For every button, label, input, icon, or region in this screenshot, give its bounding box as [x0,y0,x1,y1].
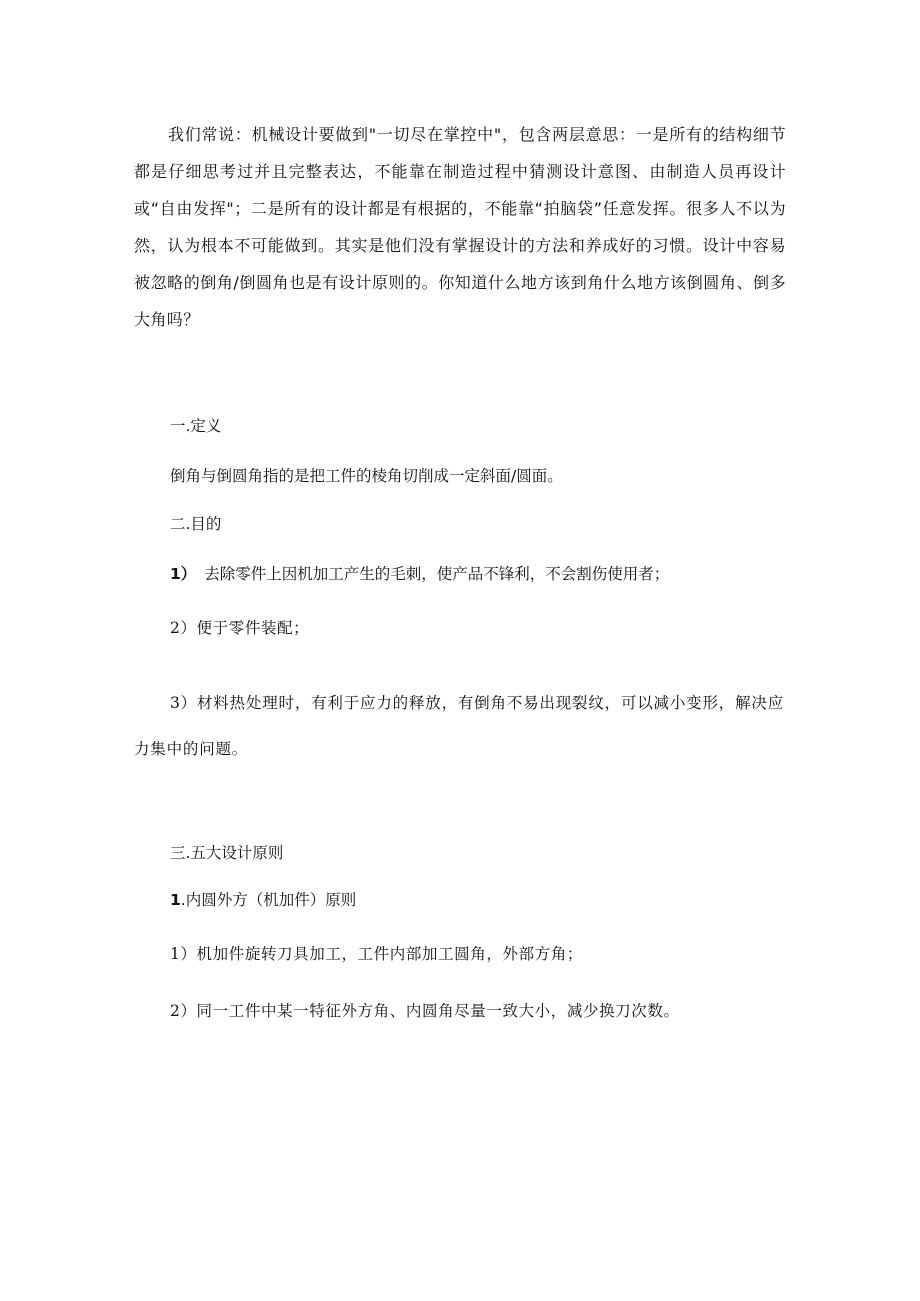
purpose-item-3: 3）材料热处理时，有利于应力的释放，有倒角不易出现裂纹，可以减小变形，解决应力集中的问题。 [134,694,784,758]
purpose-item-1-text: 去除零件上因机加工产生的毛刺，使产品不锋利，不会割伤使用者； [204,565,670,583]
definition-text: 倒角与倒圆角指的是把工件的棱角切削成一定斜面/圆面。 [170,467,563,485]
principle-1-number: 1 [170,891,181,909]
purpose-item-2: 2）便于零件装配； [170,619,310,637]
section-heading-principles: 三.五大设计原则 [170,844,284,862]
section-heading-purpose: 二.目的 [170,515,222,533]
intro-paragraph: 我们常说：机械设计要做到"一切尽在掌控中"，包含两层意思：一是所有的结构细节都是仔细思考过并且完整表达，不能靠在制造过程中猜测设计意图、由制造人员再设计或“自由发挥"；二是所有的设计都是有根据的，不能靠“拍脑袋”任意发挥。很多人不以为然，认为根本不可能做到。其实是他们没有掌握设计的方法和养成好的习惯。设计中容易被忽略的倒角/倒圆角也是有设计原则的。你知道什么地方该到角什么地方该倒圆角、倒多大角吗？ [134,125,786,329]
principle-1-heading [170,888,356,910]
purpose-item-1-number: 1） [170,565,197,583]
principle-1-item-2: 2）同一工件中某一特征外方角、内圆角尽量一致大小，减少换刀次数。 [170,1002,680,1020]
section-heading-definition: 一.定义 [170,417,222,435]
purpose-item-1 [170,562,669,584]
principle-1-title: .内圆外方（机加件）原则 [180,891,357,909]
principle-1-item-1: 1）机加件旋转刀具加工，工件内部加工圆角，外部方角； [170,945,583,963]
